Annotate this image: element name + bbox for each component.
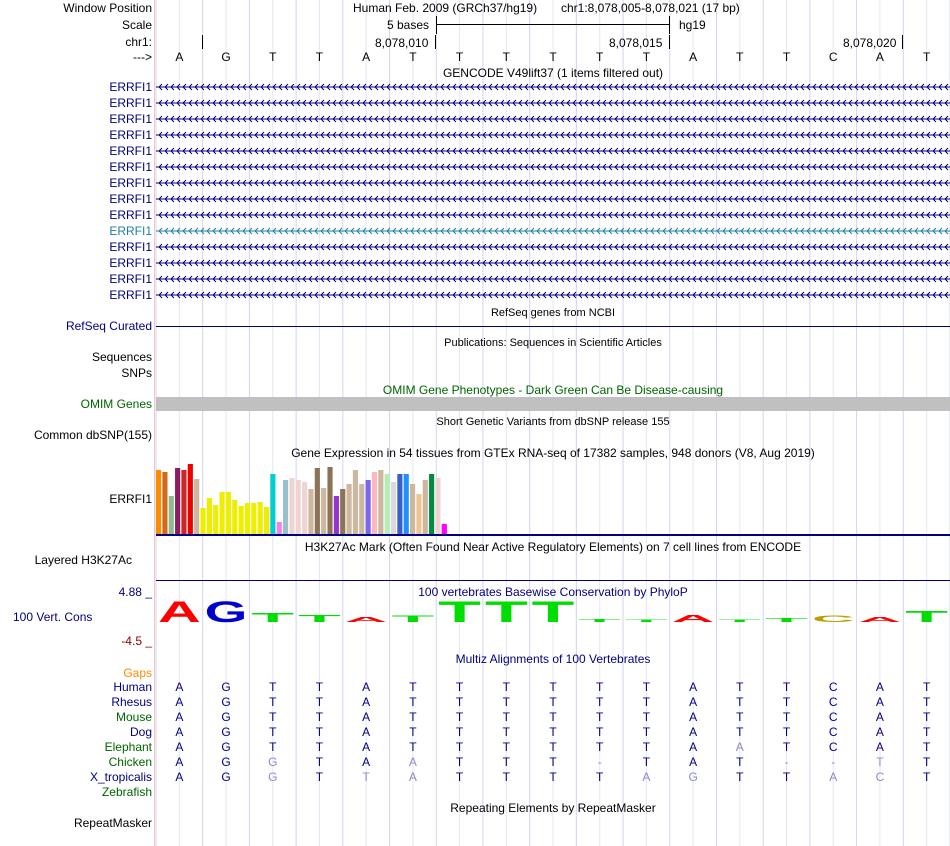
gencode-gene-label[interactable]: ERRFI1 <box>109 160 152 174</box>
alignment-base: T <box>502 680 510 694</box>
chrom-label: chr1: <box>125 35 152 49</box>
base-letter: T <box>922 50 931 64</box>
alignment-base: A <box>362 740 371 754</box>
dbsnp-title: Short Genetic Variants from dbSNP release 155 <box>436 416 670 428</box>
species-label[interactable]: Chicken <box>108 755 152 769</box>
phylop-base: G <box>204 598 248 628</box>
gtex-bar[interactable] <box>220 492 225 534</box>
strand-label: ---> <box>133 50 152 64</box>
alignment-base: T <box>502 770 510 784</box>
gtex-bar[interactable] <box>289 478 294 534</box>
alignment-base: T <box>549 695 557 709</box>
base-letter: A <box>689 50 698 64</box>
alignment-base: T <box>596 770 604 784</box>
alignment-base: - <box>784 755 789 769</box>
alignment-base: T <box>315 725 324 739</box>
species-label[interactable]: Zebrafish <box>101 785 152 799</box>
gtex-bar[interactable] <box>378 470 383 534</box>
alignment-base: T <box>315 740 324 754</box>
alignment-base: T <box>502 740 510 754</box>
alignment-base: A <box>175 725 184 739</box>
phylop-base: T <box>438 598 483 628</box>
window-position-label: Window Position <box>63 1 152 15</box>
alignment-base: T <box>315 710 324 724</box>
alignment-base: G <box>268 770 278 784</box>
alignment-base: T <box>782 740 791 754</box>
alignment-base: T <box>455 755 464 769</box>
omim-bar[interactable] <box>156 397 950 411</box>
alignment-base: A <box>362 680 371 694</box>
alignment-base: T <box>642 710 651 724</box>
alignment-base: A <box>175 695 184 709</box>
alignment-base: T <box>455 710 464 724</box>
phylop-base: T <box>391 614 437 625</box>
gencode-gene-label[interactable]: ERRFI1 <box>109 240 152 254</box>
species-label[interactable]: Mouse <box>115 710 152 724</box>
alignment-base: G <box>221 710 231 724</box>
alignment-base: T <box>736 710 744 724</box>
alignment-base: T <box>922 680 931 694</box>
alignment-base: - <box>597 755 602 769</box>
gene-strand-line[interactable] <box>156 177 950 189</box>
alignment-base: T <box>782 770 791 784</box>
alignment-base: T <box>922 695 931 709</box>
alignment-base: T <box>315 695 324 709</box>
gtex-bar[interactable] <box>404 474 409 534</box>
refseq-title: RefSeq genes from NCBI <box>490 307 616 319</box>
alignment-base: T <box>409 695 417 709</box>
base-letter: T <box>642 50 651 64</box>
tick-mark <box>669 35 670 49</box>
gencode-gene-label[interactable]: ERRFI1 <box>109 176 152 190</box>
base-letter: T <box>596 50 604 64</box>
alignment-base: T <box>269 710 277 724</box>
alignment-base: T <box>409 680 417 694</box>
alignment-base: T <box>596 725 604 739</box>
gtex-bar[interactable] <box>207 498 212 534</box>
alignment-base: T <box>736 770 744 784</box>
phylop-title: 100 vertebrates Basewise Conservation by PhyloP <box>418 585 688 599</box>
phylop-base: T <box>298 613 343 625</box>
phylop-logo[interactable] <box>156 598 950 628</box>
gene-strand-line[interactable] <box>156 97 950 109</box>
base-letter: A <box>175 50 184 64</box>
alignment-base: T <box>736 725 744 739</box>
alignment-base: T <box>549 680 557 694</box>
gtex-bar[interactable] <box>188 464 193 534</box>
alignment-base: A <box>362 755 371 769</box>
alignment-base: G <box>221 725 231 739</box>
tick-label: 8,078,010 <box>375 36 429 50</box>
base-letter: T <box>455 50 464 64</box>
alignment-base: T <box>269 725 277 739</box>
phylop-base: T <box>905 607 949 626</box>
species-label[interactable]: Elephant <box>104 740 152 754</box>
alignment-base: T <box>782 725 791 739</box>
alignment-base: A <box>175 755 184 769</box>
alignment-base: A <box>875 740 884 754</box>
alignment-base: T <box>549 740 557 754</box>
omim-label[interactable]: OMIM Genes <box>80 397 152 411</box>
gene-strand-line[interactable] <box>156 161 950 173</box>
gene-strand-line[interactable] <box>156 257 950 269</box>
phylop-base: A <box>158 598 201 628</box>
alignment-base: T <box>362 770 370 784</box>
phylop-base: T <box>625 618 669 624</box>
alignment-base: A <box>175 710 184 724</box>
alignment-base: T <box>409 725 417 739</box>
gtex-bar[interactable] <box>423 480 428 534</box>
species-label[interactable]: Dog <box>129 725 152 739</box>
alignment-base: A <box>689 695 698 709</box>
alignment-base: T <box>409 710 417 724</box>
gtex-baseline <box>156 534 950 536</box>
assembly-text: Human Feb. 2009 (GRCh37/hg19) <box>353 1 538 15</box>
gtex-bar[interactable] <box>315 468 320 534</box>
gencode-gene-label[interactable]: ERRFI1 <box>109 80 152 94</box>
species-label[interactable]: Human <box>113 680 152 694</box>
alignment-base: A <box>689 755 698 769</box>
alignment-base: T <box>922 725 931 739</box>
gencode-title: GENCODE V49lift37 (1 items filtered out) <box>442 66 664 80</box>
gtex-bar[interactable] <box>277 522 282 534</box>
gtex-title: Gene Expression in 54 tissues from GTEx RNA-seq of 17382 samples, 948 donors (V8, Aug 2019) <box>291 446 815 460</box>
gtex-bar[interactable] <box>270 474 275 534</box>
h3k27-baseline <box>156 580 950 581</box>
gtex-bar[interactable] <box>283 480 288 534</box>
phylop-base: A <box>858 615 902 624</box>
gtex-bar[interactable] <box>397 474 402 534</box>
alignment-base: T <box>736 680 744 694</box>
alignment-base: C <box>828 740 838 754</box>
alignment-base: T <box>455 680 464 694</box>
refseq-line[interactable] <box>156 326 950 327</box>
gtex-bar[interactable] <box>435 478 440 534</box>
gtex-bar[interactable] <box>340 489 345 534</box>
alignment-base: T <box>876 755 884 769</box>
gencode-gene-label[interactable]: ERRFI1 <box>109 192 152 206</box>
gene-strand-line[interactable] <box>156 145 950 157</box>
alignment-base: C <box>875 770 885 784</box>
phylop-base: T <box>251 610 297 626</box>
alignment-base: A <box>175 740 184 754</box>
base-letter: G <box>221 50 231 64</box>
gtex-bar[interactable] <box>410 484 415 534</box>
tick-label: 8,078,020 <box>843 36 897 50</box>
sequences-label[interactable]: Sequences <box>91 350 152 364</box>
phylop-base: T <box>578 618 622 624</box>
gtex-bar[interactable] <box>213 505 218 534</box>
alignment-base: T <box>596 740 604 754</box>
gtex-bar[interactable] <box>169 496 174 534</box>
phylop-base: T <box>531 598 577 628</box>
phylop-label[interactable]: 100 Vert. Cons <box>13 610 93 624</box>
alignment-base: T <box>736 695 744 709</box>
alignment-base: T <box>549 725 557 739</box>
gtex-bar[interactable] <box>353 470 358 534</box>
gtex-bar[interactable] <box>359 484 364 534</box>
alignment-base: A <box>689 680 698 694</box>
alignment-base: T <box>736 755 744 769</box>
alignment-base: A <box>362 710 371 724</box>
gtex-bar[interactable] <box>327 467 332 534</box>
alignment-base: T <box>455 695 464 709</box>
gene-strand-line[interactable] <box>156 273 950 285</box>
gtex-bar-chart[interactable] <box>155 460 535 534</box>
gtex-bar[interactable] <box>264 507 269 534</box>
alignment-base: T <box>642 755 651 769</box>
gtex-bar[interactable] <box>308 489 313 534</box>
gtex-bar[interactable] <box>258 502 263 534</box>
alignment-base: T <box>782 695 791 709</box>
alignment-base: T <box>549 710 557 724</box>
snps-label[interactable]: SNPs <box>121 366 152 380</box>
gencode-gene-label[interactable]: ERRFI1 <box>109 288 152 302</box>
gtex-bar[interactable] <box>181 470 186 534</box>
alignment-base: A <box>642 770 651 784</box>
gtex-bar[interactable] <box>347 484 352 534</box>
gencode-gene-label[interactable]: ERRFI1 <box>109 272 152 286</box>
gene-strand-line[interactable] <box>156 193 950 205</box>
phylop-base: C <box>811 614 855 625</box>
base-letter: T <box>502 50 510 64</box>
base-letter: A <box>362 50 371 64</box>
gtex-bar[interactable] <box>296 480 301 534</box>
multiz-title: Multiz Alignments of 100 Vertebrates <box>455 652 651 666</box>
tick-mark <box>902 35 903 49</box>
gtex-bar[interactable] <box>429 474 434 534</box>
alignment-base: T <box>642 725 651 739</box>
phylop-base: A <box>344 615 389 624</box>
gene-strand-line[interactable] <box>156 81 950 93</box>
gencode-gene-label[interactable]: ERRFI1 <box>109 256 152 270</box>
gtex-bar[interactable] <box>391 482 396 534</box>
phylop-base: T <box>484 598 530 628</box>
alignment-base: C <box>828 680 838 694</box>
gtex-bar[interactable] <box>416 494 421 534</box>
alignment-base: A <box>829 770 838 784</box>
alignment-base: T <box>596 710 604 724</box>
base-letter: T <box>315 50 324 64</box>
alignment-base: T <box>455 770 464 784</box>
phylop-base: A <box>671 613 717 625</box>
alignment-base: G <box>268 755 278 769</box>
alignment-base: C <box>828 710 838 724</box>
gencode-gene-label[interactable]: ERRFI1 <box>109 112 152 126</box>
alignment-base: T <box>269 695 277 709</box>
scale-bar <box>436 16 670 34</box>
phylop-min: -4.5 _ <box>121 634 152 648</box>
alignment-base: A <box>689 725 698 739</box>
alignment-base: A <box>175 770 184 784</box>
gtex-label[interactable]: ERRFI1 <box>109 492 152 506</box>
alignment-base: A <box>689 710 698 724</box>
pubs-title: Publications: Sequences in Scientific Articles <box>444 337 662 349</box>
alignment-base: T <box>502 755 510 769</box>
alignment-base: T <box>409 740 417 754</box>
alignment-base: T <box>315 680 324 694</box>
gtex-bar[interactable] <box>385 474 390 534</box>
gtex-bar[interactable] <box>302 482 307 534</box>
alignment-base: T <box>922 710 931 724</box>
gtex-bar[interactable] <box>175 468 180 534</box>
gtex-bar[interactable] <box>156 470 161 534</box>
alignment-base: C <box>828 725 838 739</box>
gtex-bar[interactable] <box>442 524 447 534</box>
alignment-base: A <box>875 680 884 694</box>
rmsk-label[interactable]: RepeatMasker <box>73 816 152 830</box>
alignment-base: T <box>922 740 931 754</box>
phylop-base: T <box>718 618 763 624</box>
omim-title: OMIM Gene Phenotypes - Dark Green Can Be Disease-causing <box>382 383 724 397</box>
alignment-base: T <box>642 695 651 709</box>
alignment-base: T <box>502 710 510 724</box>
refseq-label[interactable]: RefSeq Curated <box>65 319 152 333</box>
gene-strand-line[interactable] <box>156 113 950 125</box>
alignment-base: G <box>221 755 231 769</box>
alignment-base: T <box>782 710 791 724</box>
gtex-bar[interactable] <box>226 492 231 534</box>
gencode-gene-label[interactable]: ERRFI1 <box>109 144 152 158</box>
db-text: hg19 <box>679 18 706 32</box>
alignment-base: A <box>875 725 884 739</box>
gtex-bar[interactable] <box>321 488 326 534</box>
alignment-base: T <box>455 740 464 754</box>
gtex-bar[interactable] <box>334 496 339 534</box>
alignment-base: T <box>642 740 651 754</box>
alignment-base: A <box>408 755 417 769</box>
gene-strand-line[interactable] <box>156 129 950 141</box>
alignment-base: T <box>782 680 791 694</box>
base-letter: T <box>782 50 791 64</box>
h3k27-title: H3K27Ac Mark (Often Found Near Active Regulatory Elements) on 7 cell lines from ENCODE <box>304 540 802 554</box>
gtex-bar[interactable] <box>232 500 237 534</box>
base-letter: T <box>409 50 417 64</box>
alignment-base: T <box>596 680 604 694</box>
gtex-bar[interactable] <box>162 472 167 534</box>
alignment-base: G <box>221 680 231 694</box>
rmsk-title: Repeating Elements by RepeatMasker <box>450 801 656 815</box>
gtex-bar[interactable] <box>245 503 250 534</box>
alignment-base: A <box>408 770 417 784</box>
alignment-base: A <box>362 725 371 739</box>
alignment-base: A <box>875 695 884 709</box>
alignment-base: A <box>362 695 371 709</box>
species-label[interactable]: Rhesus <box>111 695 152 709</box>
alignment-base: C <box>828 695 838 709</box>
alignment-base: T <box>549 770 557 784</box>
gencode-gene-label[interactable]: ERRFI1 <box>109 208 152 222</box>
base-letter: T <box>736 50 744 64</box>
alignment-base: G <box>688 770 698 784</box>
gencode-gene-label[interactable]: ERRFI1 <box>109 224 152 238</box>
alignment-base: T <box>315 770 324 784</box>
alignment-base: T <box>502 695 510 709</box>
gtex-bar[interactable] <box>200 508 205 534</box>
base-letter: C <box>828 50 838 64</box>
alignment-base: T <box>269 740 277 754</box>
gene-strand-line[interactable] <box>156 289 950 301</box>
base-letter: T <box>269 50 277 64</box>
gtex-bar[interactable] <box>239 506 244 534</box>
gencode-gene-label[interactable]: ERRFI1 <box>109 96 152 110</box>
alignment-base: T <box>549 755 557 769</box>
alignment-base: T <box>455 725 464 739</box>
species-label[interactable]: X_tropicalis <box>89 770 152 784</box>
gene-strand-line[interactable] <box>156 209 950 221</box>
alignment-base: T <box>922 770 931 784</box>
alignment-base: T <box>922 755 931 769</box>
alignment-base: G <box>221 695 231 709</box>
h3k27-label[interactable]: Layered H3K27Ac <box>34 553 132 567</box>
alignment-base: T <box>596 695 604 709</box>
gene-strand-line[interactable] <box>156 225 950 237</box>
alignment-base: T <box>502 725 510 739</box>
alignment-base: G <box>221 740 231 754</box>
base-letter: A <box>875 50 884 64</box>
gencode-gene-label[interactable]: ERRFI1 <box>109 128 152 142</box>
phylop-base: T <box>765 617 808 624</box>
position-text: chr1:8,078,005-8,078,021 (17 bp) <box>561 1 740 15</box>
alignment-base: A <box>875 710 884 724</box>
gtex-bar[interactable] <box>194 479 199 534</box>
scale-text: 5 bases <box>387 18 430 32</box>
gtex-bar[interactable] <box>366 480 371 534</box>
base-letter: T <box>549 50 557 64</box>
dbsnp-label[interactable]: Common dbSNP(155) <box>33 428 152 442</box>
alignment-base: A <box>689 740 698 754</box>
tick-label: 8,078,015 <box>609 36 663 50</box>
alignment-base: A <box>175 680 184 694</box>
gene-strand-line[interactable] <box>156 241 950 253</box>
alignment-base: T <box>315 755 324 769</box>
tick-mark <box>202 35 203 49</box>
gtex-bar[interactable] <box>372 472 377 534</box>
phylop-max: 4.88 _ <box>118 585 152 599</box>
alignment-base: - <box>831 755 836 769</box>
alignment-base: A <box>735 740 744 754</box>
alignment-base: T <box>642 680 651 694</box>
scale-label: Scale <box>121 18 152 32</box>
alignment-base: G <box>221 770 231 784</box>
alignment-base: T <box>269 680 277 694</box>
gaps-label[interactable]: Gaps <box>123 666 152 680</box>
tick-mark <box>435 35 436 49</box>
gtex-bar[interactable] <box>251 503 256 534</box>
